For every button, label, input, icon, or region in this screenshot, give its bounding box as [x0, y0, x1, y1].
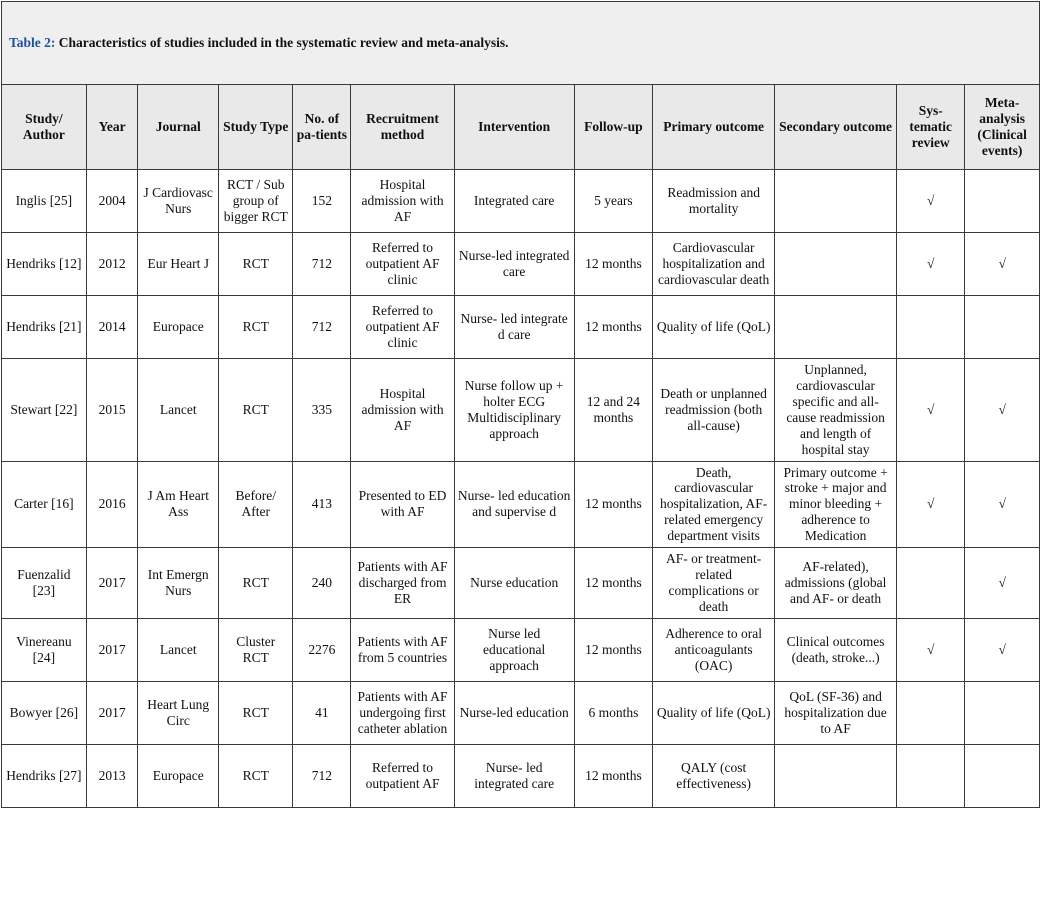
cell-intervention: Nurse led educational approach	[454, 618, 574, 681]
cell-year: 2004	[86, 170, 138, 233]
cell-study-type: RCT / Sub group of bigger RCT	[219, 170, 293, 233]
cell-year: 2012	[86, 233, 138, 296]
cell-secondary-outcome	[775, 233, 897, 296]
cell-intervention: Nurse follow up + holter ECG Multidisciplinary approach	[454, 359, 574, 462]
cell-journal: Lancet	[138, 618, 219, 681]
cell-year: 2017	[86, 681, 138, 744]
table-row	[2, 744, 1040, 807]
table-row	[2, 233, 1040, 296]
study-characteristics-table	[1, 1, 1040, 808]
cell-secondary-outcome	[775, 744, 897, 807]
column-header-intervention: Intervention	[454, 85, 574, 170]
column-header-no-of-patients: No. of pa-tients	[293, 85, 351, 170]
cell-primary-outcome: Death or unplanned readmission (both all-cause)	[653, 359, 775, 462]
cell-patients: 335	[293, 359, 351, 462]
table-row	[2, 359, 1040, 462]
cell-systematic-review: √	[897, 359, 965, 462]
table-page	[0, 1, 1041, 901]
cell-study-type: RCT	[219, 744, 293, 807]
cell-meta-analysis: √	[965, 548, 1040, 619]
cell-meta-analysis	[965, 296, 1040, 359]
cell-meta-analysis: √	[965, 618, 1040, 681]
table-row	[2, 461, 1040, 548]
cell-journal: Heart Lung Circ	[138, 681, 219, 744]
cell-journal: Lancet	[138, 359, 219, 462]
cell-secondary-outcome: Primary outcome + stroke + major and minor bleeding + adherence to Medication	[775, 461, 897, 548]
cell-journal: J Cardiovasc Nurs	[138, 170, 219, 233]
cell-primary-outcome: Cardiovascular hospitalization and cardiovascular death	[653, 233, 775, 296]
cell-study-author: Carter [16]	[2, 461, 87, 548]
table-body	[2, 170, 1040, 808]
column-header-systematic-review: Sys-tematic review	[897, 85, 965, 170]
cell-primary-outcome: Death, cardiovascular hospitalization, AF-related emergency department visits	[653, 461, 775, 548]
cell-study-author: Hendriks [12]	[2, 233, 87, 296]
cell-year: 2017	[86, 618, 138, 681]
cell-patients: 240	[293, 548, 351, 619]
cell-patients: 712	[293, 744, 351, 807]
cell-primary-outcome: Quality of life (QoL)	[653, 296, 775, 359]
cell-study-author: Vinereanu [24]	[2, 618, 87, 681]
cell-study-author: Fuenzalid [23]	[2, 548, 87, 619]
cell-journal: Eur Heart J	[138, 233, 219, 296]
column-header-secondary-outcome: Secondary outcome	[775, 85, 897, 170]
cell-patients: 152	[293, 170, 351, 233]
cell-intervention: Nurse- led integrated care	[454, 744, 574, 807]
cell-study-author: Bowyer [26]	[2, 681, 87, 744]
cell-study-type: RCT	[219, 359, 293, 462]
cell-meta-analysis	[965, 744, 1040, 807]
cell-journal: J Am Heart Ass	[138, 461, 219, 548]
cell-systematic-review: √	[897, 618, 965, 681]
cell-study-author: Stewart [22]	[2, 359, 87, 462]
cell-study-author: Hendriks [21]	[2, 296, 87, 359]
cell-systematic-review	[897, 744, 965, 807]
cell-secondary-outcome: QoL (SF-36) and hospitalization due to AF	[775, 681, 897, 744]
column-header-meta-analysis: Meta-analysis (Clinical events)	[965, 85, 1040, 170]
cell-study-type: Before/ After	[219, 461, 293, 548]
cell-recruitment: Patients with AF discharged from ER	[351, 548, 454, 619]
cell-secondary-outcome	[775, 170, 897, 233]
cell-patients: 2276	[293, 618, 351, 681]
cell-systematic-review	[897, 681, 965, 744]
column-header-follow-up: Follow-up	[574, 85, 653, 170]
cell-meta-analysis: √	[965, 359, 1040, 462]
cell-recruitment: Patients with AF undergoing first catheter ablation	[351, 681, 454, 744]
cell-intervention: Nurse-led integrated care	[454, 233, 574, 296]
cell-followup: 12 months	[574, 233, 653, 296]
caption-label: Table 2:	[9, 35, 56, 51]
cell-followup: 12 months	[574, 548, 653, 619]
column-header-study-author: Study/ Author	[2, 85, 87, 170]
cell-systematic-review: √	[897, 233, 965, 296]
cell-recruitment: Presented to ED with AF	[351, 461, 454, 548]
cell-meta-analysis	[965, 170, 1040, 233]
column-header-recruitment-method: Recruitment method	[351, 85, 454, 170]
cell-year: 2016	[86, 461, 138, 548]
cell-recruitment: Referred to outpatient AF	[351, 744, 454, 807]
table-caption	[2, 2, 1040, 85]
table-row	[2, 548, 1040, 619]
cell-year: 2014	[86, 296, 138, 359]
cell-journal: Europace	[138, 744, 219, 807]
cell-recruitment: Hospital admission with AF	[351, 170, 454, 233]
cell-recruitment: Hospital admission with AF	[351, 359, 454, 462]
cell-systematic-review	[897, 296, 965, 359]
cell-meta-analysis: √	[965, 461, 1040, 548]
cell-study-type: RCT	[219, 548, 293, 619]
cell-study-type: RCT	[219, 296, 293, 359]
cell-journal: Europace	[138, 296, 219, 359]
cell-primary-outcome: Adherence to oral anticoagulants (OAC)	[653, 618, 775, 681]
cell-intervention: Nurse-led education	[454, 681, 574, 744]
column-header-year: Year	[86, 85, 138, 170]
cell-primary-outcome: Readmission and mortality	[653, 170, 775, 233]
cell-secondary-outcome	[775, 296, 897, 359]
table-header	[2, 2, 1040, 170]
cell-systematic-review	[897, 548, 965, 619]
cell-meta-analysis: √	[965, 233, 1040, 296]
cell-secondary-outcome: Clinical outcomes (death, stroke...)	[775, 618, 897, 681]
cell-study-type: RCT	[219, 681, 293, 744]
cell-recruitment: Patients with AF from 5 countries	[351, 618, 454, 681]
cell-followup: 6 months	[574, 681, 653, 744]
cell-recruitment: Referred to outpatient AF clinic	[351, 296, 454, 359]
cell-study-author: Hendriks [27]	[2, 744, 87, 807]
cell-year: 2013	[86, 744, 138, 807]
column-header-row	[2, 85, 1040, 170]
cell-patients: 41	[293, 681, 351, 744]
cell-intervention: Nurse- led integrate d care	[454, 296, 574, 359]
table-row	[2, 296, 1040, 359]
cell-journal: Int Emergn Nurs	[138, 548, 219, 619]
cell-recruitment: Referred to outpatient AF clinic	[351, 233, 454, 296]
cell-meta-analysis	[965, 681, 1040, 744]
cell-patients: 413	[293, 461, 351, 548]
caption-text: Characteristics of studies included in the systematic review and meta-analysis.	[55, 35, 509, 51]
table-row	[2, 170, 1040, 233]
cell-followup: 12 months	[574, 296, 653, 359]
cell-primary-outcome: AF- or treatment-related complications or death	[653, 548, 775, 619]
cell-followup: 12 months	[574, 744, 653, 807]
cell-patients: 712	[293, 296, 351, 359]
cell-secondary-outcome: AF-related), admissions (global and AF- or death	[775, 548, 897, 619]
cell-intervention: Nurse education	[454, 548, 574, 619]
cell-primary-outcome: QALY (cost effectiveness)	[653, 744, 775, 807]
cell-systematic-review: √	[897, 170, 965, 233]
cell-followup: 12 and 24 months	[574, 359, 653, 462]
cell-intervention: Nurse- led education and supervise d	[454, 461, 574, 548]
cell-study-type: Cluster RCT	[219, 618, 293, 681]
column-header-primary-outcome: Primary outcome	[653, 85, 775, 170]
cell-intervention: Integrated care	[454, 170, 574, 233]
column-header-study-type: Study Type	[219, 85, 293, 170]
cell-study-author: Inglis [25]	[2, 170, 87, 233]
cell-followup: 12 months	[574, 461, 653, 548]
cell-secondary-outcome: Unplanned, cardiovascular specific and all-cause readmission and length of hospital stay	[775, 359, 897, 462]
cell-systematic-review: √	[897, 461, 965, 548]
cell-patients: 712	[293, 233, 351, 296]
cell-primary-outcome: Quality of life (QoL)	[653, 681, 775, 744]
table-row	[2, 681, 1040, 744]
cell-year: 2015	[86, 359, 138, 462]
cell-year: 2017	[86, 548, 138, 619]
cell-followup: 5 years	[574, 170, 653, 233]
column-header-journal: Journal	[138, 85, 219, 170]
cell-followup: 12 months	[574, 618, 653, 681]
table-row	[2, 618, 1040, 681]
cell-study-type: RCT	[219, 233, 293, 296]
table-caption-row	[2, 2, 1040, 85]
